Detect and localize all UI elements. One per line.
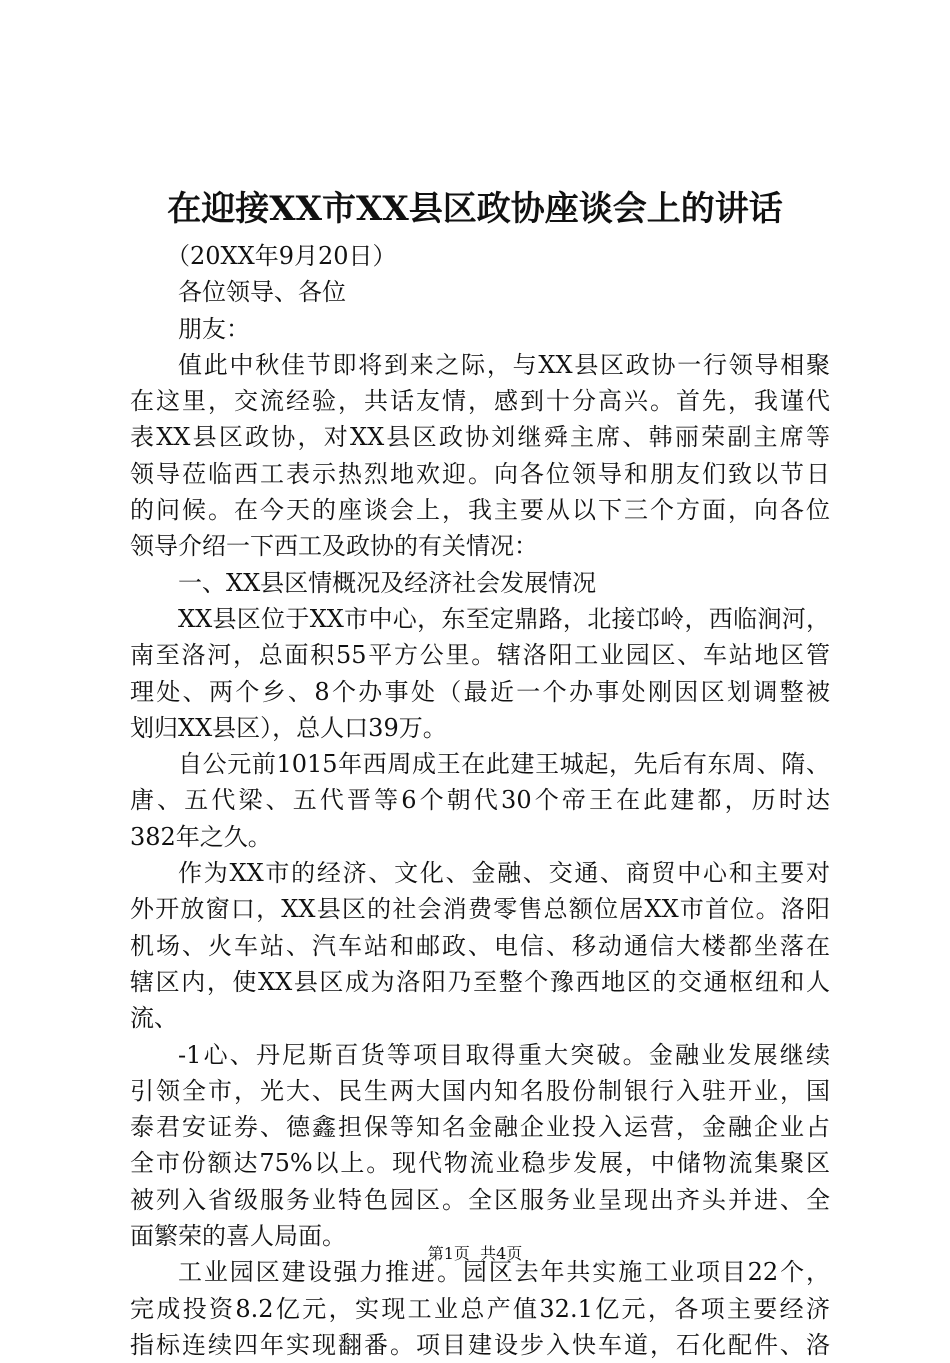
body-line: 的问候。在今天的座谈会上，我主要从以下三个方面，向各位 [130,496,830,525]
body-line: 表XX县区政协，对XX县区政协刘继舜主席、韩丽荣副主席等 [130,423,830,452]
body-line: 被列入省级服务业特色园区。全区服务业呈现出齐头并进、全 [130,1185,830,1214]
page-footer: 第1页 共4页 [427,1244,523,1263]
body-line: 外开放窗口，XX县区的社会消费零售总额位居XX市首位。洛阳 [130,895,830,924]
body-line: 领导介绍一下西工及政协的有关情况： [130,532,538,561]
body-line: 在这里，交流经验，共话友情，感到十分高兴。首先，我谨代 [130,387,830,416]
body-line: 工业园区建设强力推进。园区去年共实施工业项目22个， [178,1258,830,1287]
body-line: 全市份额达75%以上。现代物流业稳步发展，中储物流集聚区 [130,1149,830,1178]
body-line: 领导莅临西工表示热烈地欢迎。向各位领导和朋友们致以节日 [130,459,830,488]
body-line: 各位领导、各位 [178,278,346,307]
body-line: 划归XX县区），总人口39万。 [130,713,447,742]
body-line: 理处、两个乡、8个办事处（最近一个办事处刚因区划调整被 [130,677,830,706]
body-line: 面繁荣的喜人局面。 [130,1222,346,1251]
body-line: 一、XX县区情概况及经济社会发展情况 [178,568,597,597]
document-title: 在迎接XX市XX县区政协座谈会上的讲话 [167,189,783,229]
body-line: 作为XX市的经济、文化、金融、交通、商贸中心和主要对 [178,859,830,888]
body-line: -1心、丹尼斯百货等项目取得重大突破。金融业发展继续 [178,1040,830,1069]
body-line: 完成投资8.2亿元，实现工业总产值32.1亿元，各项主要经济 [130,1294,830,1323]
body-line: 机场、火车站、汽车站和邮政、电信、移动通信大楼都坐落在 [130,931,830,960]
body-line: （20XX年9月20日） [166,242,397,270]
body-line: 唐、五代梁、五代晋等6个朝代30个帝王在此建都，历时达 [130,786,830,815]
body-line: 382年之久。 [130,822,272,851]
body-line: 流、 [130,1004,178,1033]
body-line: 自公元前1015年西周成王在此建王城起，先后有东周、隋、 [178,750,830,779]
body-line: 南至洛河，总面积55平方公里。辖洛阳工业园区、车站地区管 [130,641,830,670]
body-line: 引领全市，光大、民生两大国内知名股份制银行入驻开业，国 [130,1076,830,1105]
body-line: XX县区位于XX市中心，东至定鼎路，北接邙岭，西临涧河， [178,604,830,633]
body-line: 朋友： [178,314,250,343]
body-line: 辖区内，使XX县区成为洛阳乃至整个豫西地区的交通枢纽和人 [130,967,830,996]
body-line: 指标连续四年实现翻番。项目建设步入快车道，石化配件、洛 [130,1330,830,1359]
body-line: 值此中秋佳节即将到来之际，与XX县区政协一行领导相聚 [178,350,830,379]
document-body [130,238,830,1363]
body-line: 泰君安证券、德鑫担保等知名金融企业投入运营，金融企业占 [130,1113,830,1142]
